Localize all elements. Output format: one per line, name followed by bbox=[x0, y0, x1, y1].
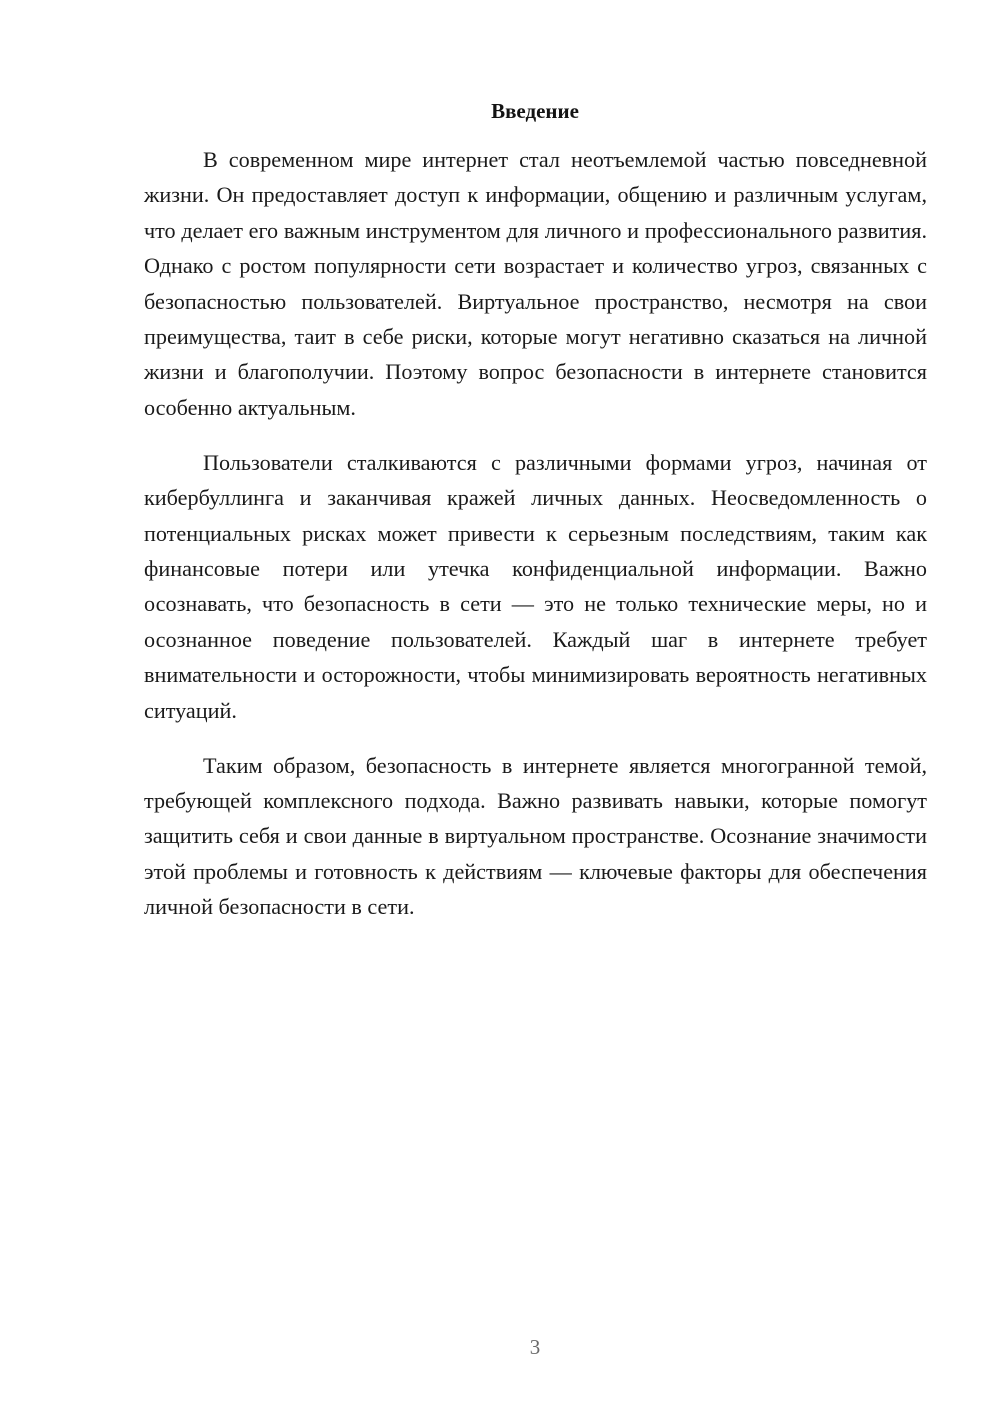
paragraph-1: В современном мире интернет стал неотъемлемой частью повседневной жизни. Он предоставляет доступ к информации, общению и различным услугам, что делает его важным инструментом для личного и профессионального развития. Однако с ростом популярности сети возрастает и количество угроз, связанных с безопасностью пользователей. Виртуальное пространство, несмотря на свои преимущества, таит в себе риски, которые могут негативно сказаться на личной жизни и благополучии. Поэтому вопрос безопасности в интернете становится особенно актуальным. bbox=[144, 147, 927, 420]
paragraph-2: Пользователи сталкиваются с различными формами угроз, начиная от кибербуллинга и заканчивая кражей личных данных. Неосведомленность о потенциальных рисках может привести к серьезным последствиям, таким как финансовые потери или утечка конфиденциальной информации. Важно осознавать, что безопасность в сети — это не только технические меры, но и осознанное поведение пользователей. Каждый шаг в интернете требует внимательности и осторожности, чтобы минимизировать вероятность негативных ситуаций. bbox=[144, 449, 927, 723]
document-body bbox=[144, 142, 927, 925]
page-number: 3 bbox=[529, 1335, 541, 1359]
paragraph-3: Таким образом, безопасность в интернете является многогранной темой, требующей комплексного подхода. Важно развивать навыки, которые помогут защитить себя и свои данные в виртуальном пространстве. Осознание значимости этой проблемы и готовность к действиям — ключевые факторы для обеспечения личной безопасности в сети. bbox=[144, 752, 927, 920]
section-heading: Введение bbox=[491, 99, 579, 123]
